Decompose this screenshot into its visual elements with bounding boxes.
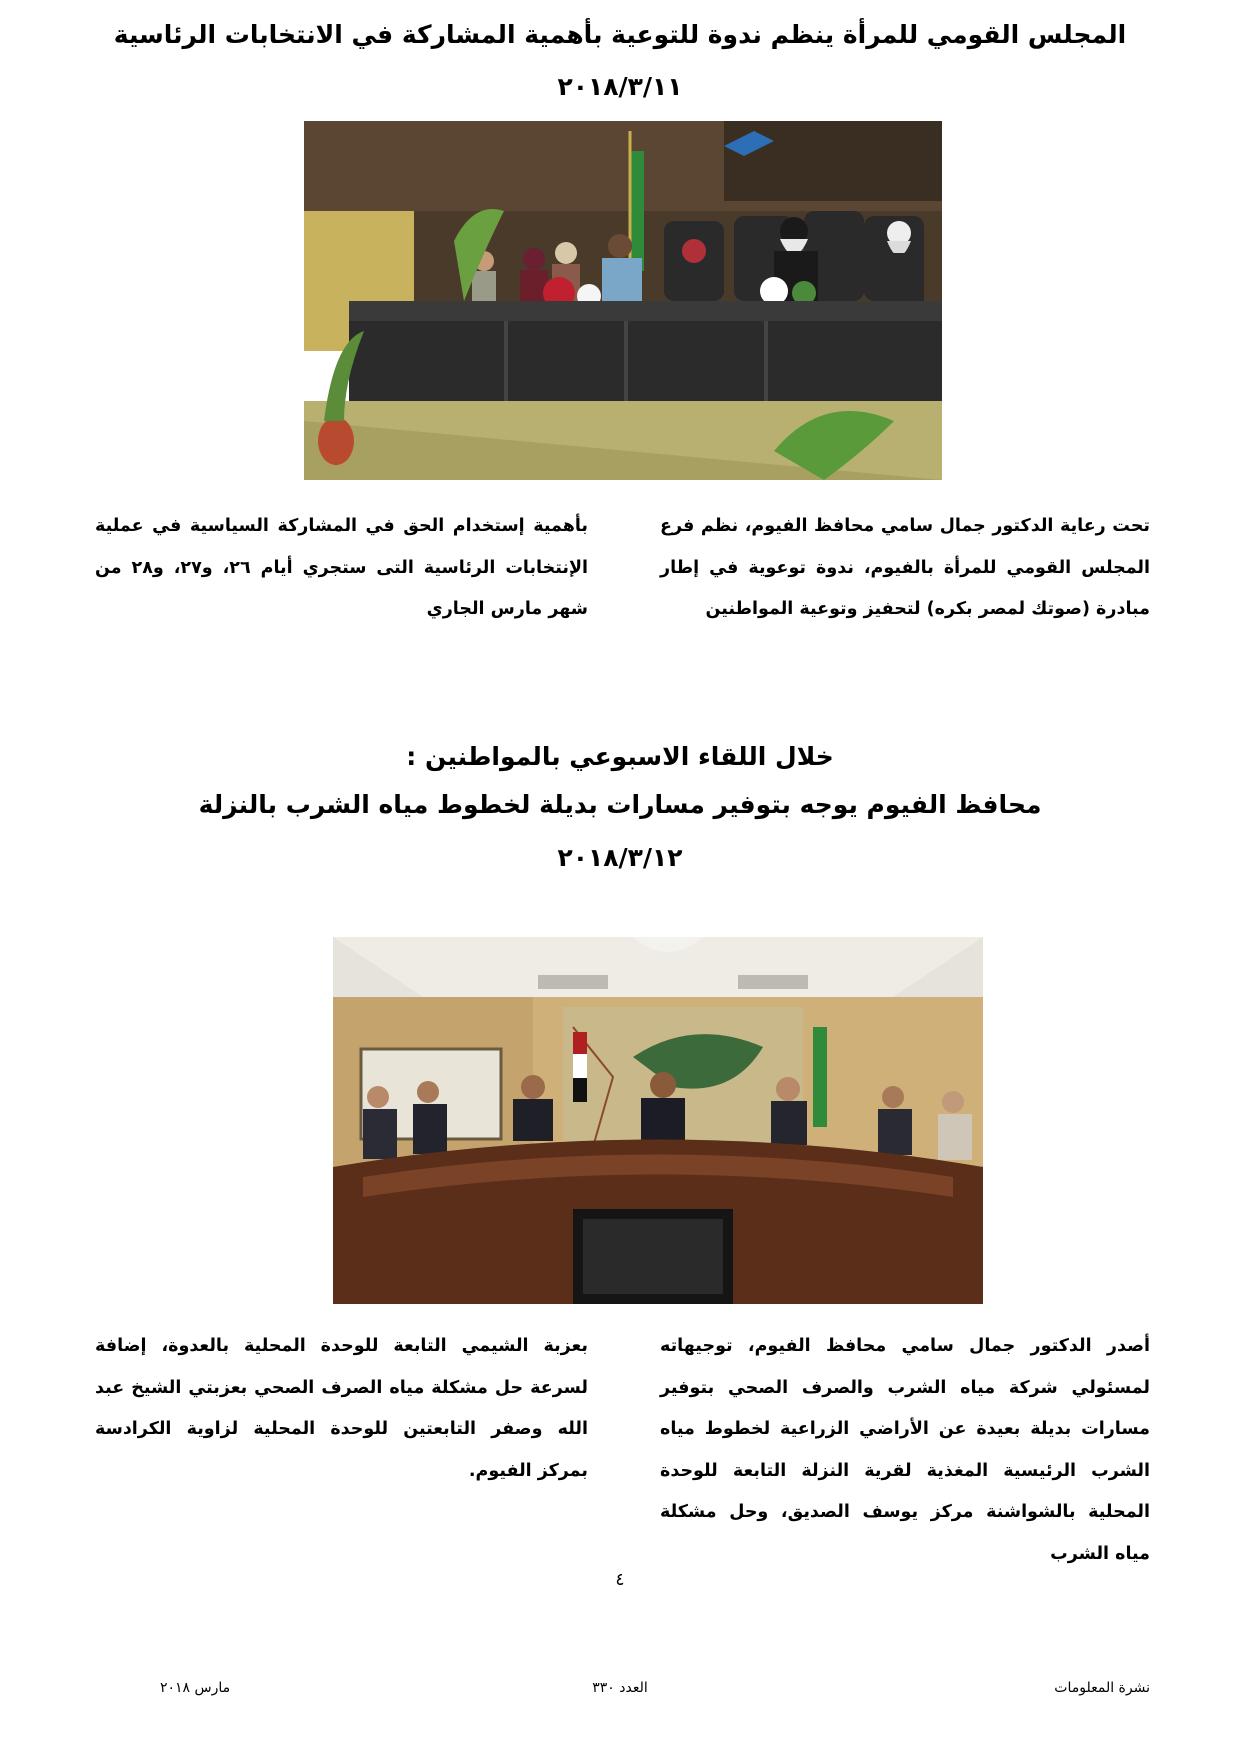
article2-title: محافظ الفيوم يوجه بتوفير مسارات بديلة لخطوط مياه الشرب بالنزلة	[198, 790, 1042, 819]
article2-column-left: بعزبة الشيمي التابعة للوحدة المحلية بالعدوة، إضافة لسرعة حل مشكلة مياه الصرف الصحي بعزبتي الشيخ عبد الله وصفر التابعتين للوحدة المحلية لزاوية الكرادسة بمركز الفيوم.	[95, 1336, 588, 1481]
footer-issue: العدد ٣٣٠	[592, 1680, 648, 1696]
article2-column-right: أصدر الدكتور جمال سامي محافظ الفيوم، توجيهاته لمسئولي شركة مياه الشرب والصرف الصحي بتوفير مسارات بديلة بعيدة عن الأراضي الزراعية لخطوط مياه الشرب الرئيسية المغذية لقرية النزلة التابعة للوحدة المحلية بالشواشنة مركز يوسف الصديق، وحل مشكلة مياه الشرب	[660, 1336, 1150, 1564]
article2-date: ٢٠١٨/٣/١٢	[557, 843, 683, 872]
article1-photo	[304, 121, 942, 480]
footer-date: مارس ٢٠١٨	[160, 1680, 231, 1696]
article1-column-left: بأهمية إستخدام الحق في المشاركة السياسية في عملية الإنتخابات الرئاسية التى ستجري أيام ٢٦، و٢٧، و٢٨ من شهر مارس الجاري	[95, 516, 588, 619]
article2-photo	[333, 937, 983, 1304]
article1-title: المجلس القومي للمرأة ينظم ندوة للتوعية بأهمية المشاركة في الانتخابات الرئاسية	[113, 20, 1127, 49]
page-number: ٤	[615, 1570, 625, 1590]
article1-date: ٢٠١٨/٣/١١	[557, 72, 683, 101]
footer-publication: نشرة المعلومات	[1054, 1680, 1150, 1696]
article2-kicker: خلال اللقاء الاسبوعي بالمواطنين :	[406, 742, 834, 771]
article1-column-right: تحت رعاية الدكتور جمال سامي محافظ الفيوم، نظم فرع المجلس القومي للمرأة بالفيوم، ندوة توعوية في إطار مبادرة (صوتك لمصر بكره) لتحفيز وتوعية المواطنين	[660, 516, 1150, 619]
